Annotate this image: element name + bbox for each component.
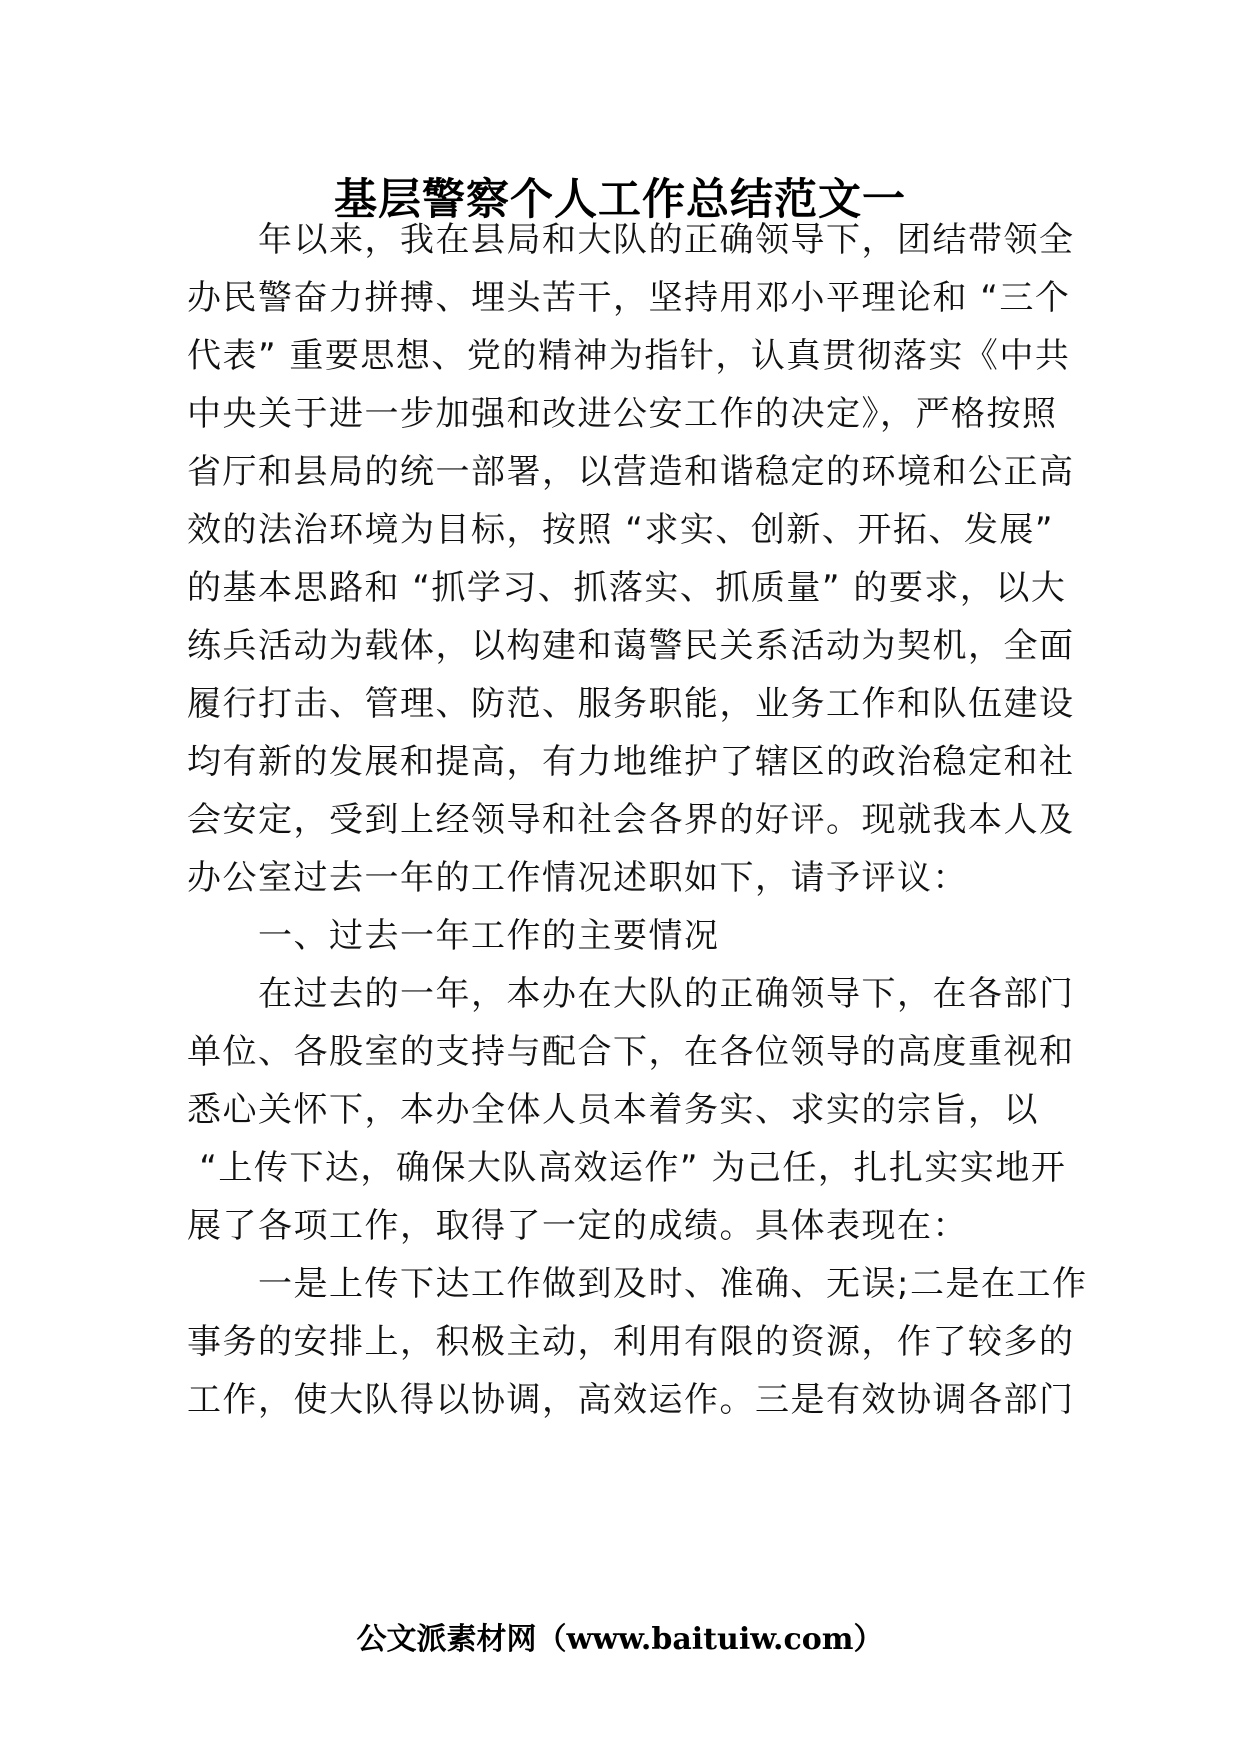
body-line: 在过去的一年，本办在大队的正确领导下，在各部门 (187, 974, 1075, 1014)
body-line: 悉心关怀下，本办全体人员本着务实、求实的宗旨，以 (187, 1090, 1039, 1130)
body-line: 练兵活动为载体，以构建和蔼警民关系活动为契机，全面 (187, 626, 1075, 666)
body-line: 工作，使大队得以协调，高效运作。三是有效协调各部门 (187, 1380, 1075, 1420)
body-line: 会安定，受到上经领导和社会各界的好评。现就我本人及 (187, 800, 1075, 840)
footer-source-label: 公文派素材网（www.baituiw.com） (356, 1622, 884, 1657)
section-heading: 一、过去一年工作的主要情况 (187, 916, 720, 956)
body-line: 效的法治环境为目标，按照 “求实、创新、开拓、发展” (187, 510, 1055, 550)
document-title: 基层警察个人工作总结范文一 (334, 175, 906, 225)
body-line: 的基本思路和 “抓学习、抓落实、抓质量” 的要求，以大 (187, 568, 1067, 608)
body-line: 办民警奋力拼搏、埋头苦干，坚持用邓小平理论和 “三个 (187, 278, 1071, 318)
body-line: 均有新的发展和提高，有力地维护了辖区的政治稳定和社 (187, 742, 1075, 782)
body-line: “上传下达，确保大队高效运作” 为己任，扎扎实实地开 (187, 1148, 1067, 1188)
body-line: 中央关于进一步加强和改进公安工作的决定》，严格按照 (187, 394, 1058, 434)
body-line: 事务的安排上，积极主动，利用有限的资源，作了较多的 (187, 1322, 1075, 1362)
body-line: 年以来，我在县局和大队的正确领导下，团结带领全 (187, 220, 1075, 260)
body-line: 办公室过去一年的工作情况述职如下，请予评议： (187, 858, 968, 898)
body-line: 展了各项工作，取得了一定的成绩。具体表现在： (187, 1206, 968, 1246)
body-line: 省厅和县局的统一部署，以营造和谐稳定的环境和公正高 (187, 452, 1075, 492)
body-line: 单位、各股室的支持与配合下，在各位领导的高度重视和 (187, 1032, 1075, 1072)
body-line: 履行打击、管理、防范、服务职能，业务工作和队伍建设 (187, 684, 1075, 724)
body-line: 一是上传下达工作做到及时、准确、无误;二是在工作 (187, 1264, 1088, 1304)
body-line: 代表” 重要思想、党的精神为指针，认真贯彻落实《中共 (187, 336, 1071, 376)
